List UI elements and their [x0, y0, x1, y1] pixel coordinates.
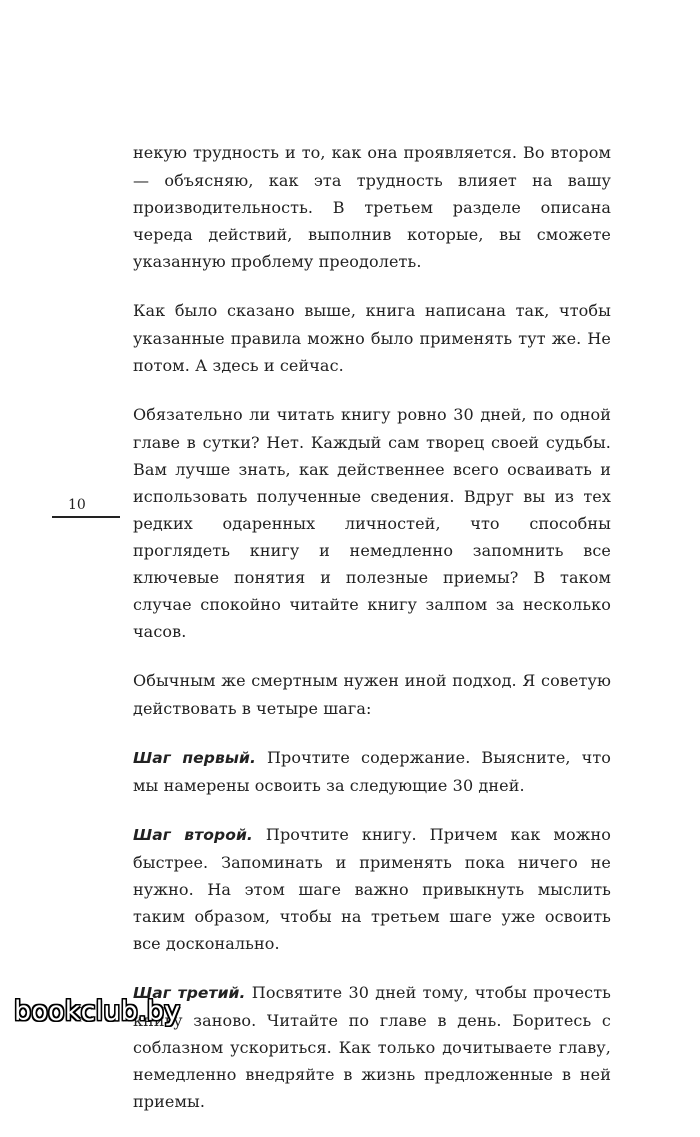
step-paragraph	[133, 821, 611, 957]
page-number: 10	[68, 497, 86, 513]
step-label: Шаг второй.	[133, 826, 253, 844]
paragraph-text: Как было сказано выше, книга написана так, чтобы указанные правила можно было применять тут же. Не потом. А здесь и сейчас.	[133, 301, 611, 375]
paragraph-text: Прочтите содержание. Выясните, что мы намерены освоить за следующие 30 дней.	[133, 748, 612, 795]
paragraph-text: Прочтите книгу. Причем как можно быстрее. Запоминать и применять пока ничего не нужно. На этом шаге важно привыкнуть мыслить таким образом, чтобы на третьем шаге уже освоить все досконально.	[133, 825, 611, 953]
paragraph-text: Обязательно ли читать книгу ровно 30 дней, по одной главе в сутки? Нет. Каждый сам творец своей судьбы. Вам лучше знать, как действеннее всего осваивать и использовать полученные сведения. Вдруг вы из тех редких одаренных личностей, что способны проглядеть книгу и немедленно запомнить все ключевые понятия и полезные приемы? В таком случае спокойно читайте книгу залпом за несколько часов.	[133, 405, 611, 641]
paragraph	[133, 139, 611, 275]
watermark: bookclub.by	[14, 996, 181, 1027]
paragraph	[133, 401, 611, 645]
paragraph-text: некую трудность и то, как она проявляется. Во втором — объясняю, как эта трудность влияет на вашу производительность. В третьем разделе описана череда действий, выполнив которые, вы сможете указанную проблему преодолеть.	[133, 143, 611, 271]
paragraph-text: Обычным же смертным нужен иной подход. Я советую действовать в четыре шага:	[133, 671, 611, 718]
step-paragraph	[133, 979, 611, 1115]
paragraph	[133, 297, 611, 379]
paragraph-text: Посвятите 30 дней тому, чтобы прочесть книгу заново. Читайте по главе в день. Боритесь с соблазном ускориться. Как только дочитываете главу, немедленно внедряйте в жизнь предложенные в ней приемы.	[133, 983, 611, 1111]
body-text	[133, 139, 611, 1137]
step-label: Шаг третий.	[133, 984, 246, 1002]
paragraph	[133, 667, 611, 722]
page-number-rule	[52, 516, 120, 518]
step-paragraph	[133, 744, 611, 799]
step-label: Шаг первый.	[133, 749, 256, 767]
